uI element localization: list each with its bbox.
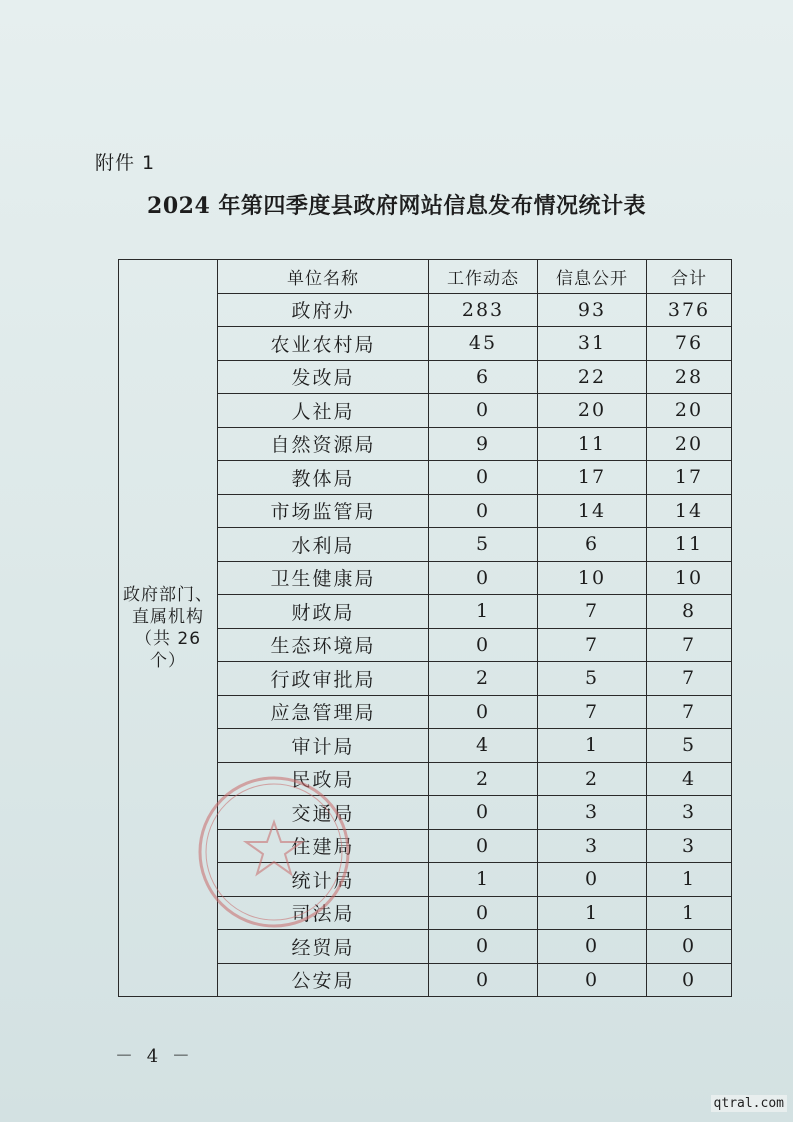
info-disclosure-cell: 1 bbox=[538, 729, 647, 763]
info-disclosure-cell: 2 bbox=[538, 762, 647, 796]
unit-name-cell: 卫生健康局 bbox=[218, 561, 429, 595]
header-total: 合计 bbox=[647, 260, 732, 294]
total-cell: 10 bbox=[647, 561, 732, 595]
total-cell: 376 bbox=[647, 293, 732, 327]
total-cell: 5 bbox=[647, 729, 732, 763]
statistics-table bbox=[118, 259, 732, 997]
header-work-news: 工作动态 bbox=[429, 260, 538, 294]
info-disclosure-cell: 31 bbox=[538, 327, 647, 361]
info-disclosure-cell: 7 bbox=[538, 628, 647, 662]
unit-name-cell: 公安局 bbox=[218, 963, 429, 997]
attachment-label: 附件 1 bbox=[95, 152, 156, 174]
total-cell: 20 bbox=[647, 394, 732, 428]
work-news-cell: 0 bbox=[429, 494, 538, 528]
work-news-cell: 0 bbox=[429, 963, 538, 997]
unit-name-cell: 住建局 bbox=[218, 829, 429, 863]
work-news-cell: 1 bbox=[429, 595, 538, 629]
total-cell: 0 bbox=[647, 930, 732, 964]
work-news-cell: 2 bbox=[429, 662, 538, 696]
unit-name-cell: 发改局 bbox=[218, 360, 429, 394]
unit-name-cell: 财政局 bbox=[218, 595, 429, 629]
info-disclosure-cell: 0 bbox=[538, 930, 647, 964]
info-disclosure-cell: 0 bbox=[538, 863, 647, 897]
total-cell: 28 bbox=[647, 360, 732, 394]
table-header-row bbox=[119, 260, 732, 294]
total-cell: 7 bbox=[647, 695, 732, 729]
info-disclosure-cell: 20 bbox=[538, 394, 647, 428]
total-cell: 7 bbox=[647, 628, 732, 662]
work-news-cell: 0 bbox=[429, 695, 538, 729]
unit-name-cell: 交通局 bbox=[218, 796, 429, 830]
work-news-cell: 0 bbox=[429, 461, 538, 495]
category-cell bbox=[119, 260, 218, 997]
total-cell: 4 bbox=[647, 762, 732, 796]
watermark-text: qtral.com bbox=[711, 1095, 787, 1112]
work-news-cell: 2 bbox=[429, 762, 538, 796]
unit-name-cell: 经贸局 bbox=[218, 930, 429, 964]
work-news-cell: 0 bbox=[429, 829, 538, 863]
unit-name-cell: 政府办 bbox=[218, 293, 429, 327]
unit-name-cell: 市场监管局 bbox=[218, 494, 429, 528]
work-news-cell: 6 bbox=[429, 360, 538, 394]
info-disclosure-cell: 10 bbox=[538, 561, 647, 595]
info-disclosure-cell: 11 bbox=[538, 427, 647, 461]
unit-name-cell: 司法局 bbox=[218, 896, 429, 930]
info-disclosure-cell: 3 bbox=[538, 829, 647, 863]
category-label: 政府部门、直属机构（共 26 个） bbox=[123, 585, 213, 671]
info-disclosure-cell: 5 bbox=[538, 662, 647, 696]
total-cell: 17 bbox=[647, 461, 732, 495]
total-cell: 8 bbox=[647, 595, 732, 629]
total-cell: 76 bbox=[647, 327, 732, 361]
work-news-cell: 4 bbox=[429, 729, 538, 763]
info-disclosure-cell: 3 bbox=[538, 796, 647, 830]
unit-name-cell: 水利局 bbox=[218, 528, 429, 562]
unit-name-cell: 教体局 bbox=[218, 461, 429, 495]
work-news-cell: 0 bbox=[429, 394, 538, 428]
total-cell: 3 bbox=[647, 829, 732, 863]
total-cell: 14 bbox=[647, 494, 732, 528]
work-news-cell: 5 bbox=[429, 528, 538, 562]
unit-name-cell: 人社局 bbox=[218, 394, 429, 428]
work-news-cell: 0 bbox=[429, 896, 538, 930]
work-news-cell: 0 bbox=[429, 796, 538, 830]
header-info-disclosure: 信息公开 bbox=[538, 260, 647, 294]
info-disclosure-cell: 0 bbox=[538, 963, 647, 997]
total-cell: 11 bbox=[647, 528, 732, 562]
info-disclosure-cell: 1 bbox=[538, 896, 647, 930]
unit-name-cell: 行政审批局 bbox=[218, 662, 429, 696]
work-news-cell: 0 bbox=[429, 930, 538, 964]
unit-name-cell: 生态环境局 bbox=[218, 628, 429, 662]
unit-name-cell: 应急管理局 bbox=[218, 695, 429, 729]
total-cell: 3 bbox=[647, 796, 732, 830]
unit-name-cell: 民政局 bbox=[218, 762, 429, 796]
info-disclosure-cell: 17 bbox=[538, 461, 647, 495]
total-cell: 1 bbox=[647, 863, 732, 897]
total-cell: 1 bbox=[647, 896, 732, 930]
page-number: － 4 － bbox=[115, 1046, 194, 1067]
work-news-cell: 45 bbox=[429, 327, 538, 361]
info-disclosure-cell: 14 bbox=[538, 494, 647, 528]
unit-name-cell: 自然资源局 bbox=[218, 427, 429, 461]
unit-name-cell: 农业农村局 bbox=[218, 327, 429, 361]
unit-name-cell: 统计局 bbox=[218, 863, 429, 897]
work-news-cell: 9 bbox=[429, 427, 538, 461]
header-unit-name: 单位名称 bbox=[218, 260, 429, 294]
total-cell: 7 bbox=[647, 662, 732, 696]
work-news-cell: 0 bbox=[429, 628, 538, 662]
total-cell: 20 bbox=[647, 427, 732, 461]
unit-name-cell: 审计局 bbox=[218, 729, 429, 763]
info-disclosure-cell: 7 bbox=[538, 595, 647, 629]
info-disclosure-cell: 6 bbox=[538, 528, 647, 562]
document-title: 2024 年第四季度县政府网站信息发布情况统计表 bbox=[147, 193, 646, 219]
info-disclosure-cell: 7 bbox=[538, 695, 647, 729]
work-news-cell: 283 bbox=[429, 293, 538, 327]
work-news-cell: 0 bbox=[429, 561, 538, 595]
info-disclosure-cell: 93 bbox=[538, 293, 647, 327]
info-disclosure-cell: 22 bbox=[538, 360, 647, 394]
total-cell: 0 bbox=[647, 963, 732, 997]
work-news-cell: 1 bbox=[429, 863, 538, 897]
